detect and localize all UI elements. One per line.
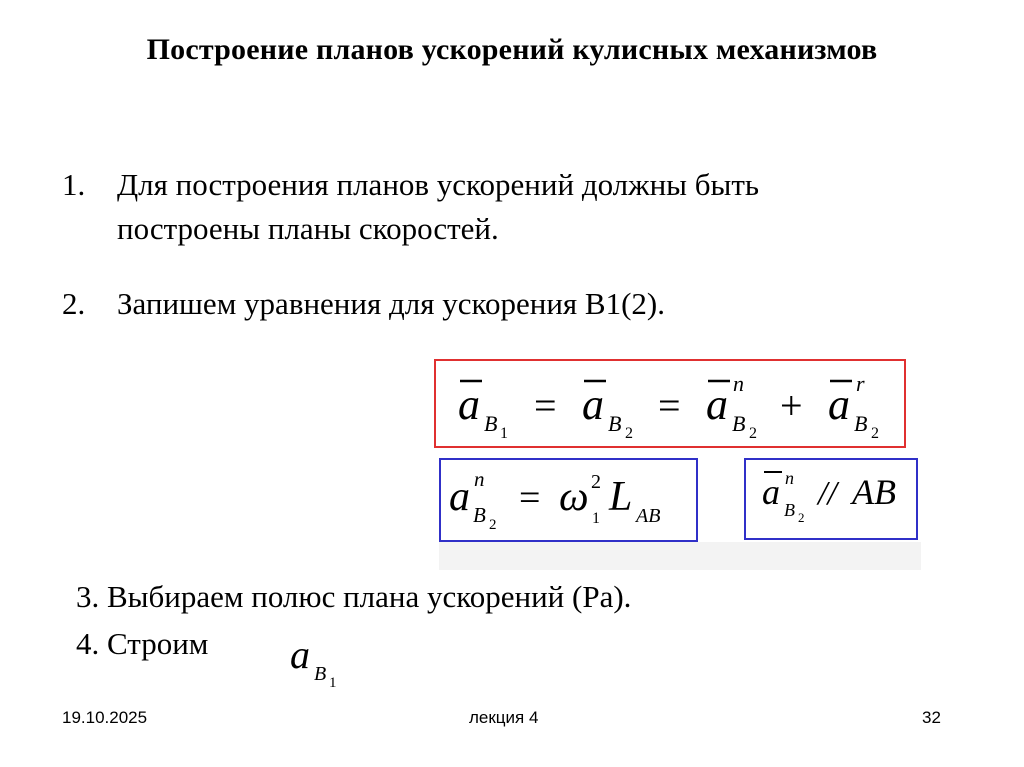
symbol-a: a — [449, 474, 470, 520]
superscript-n: n — [474, 467, 485, 491]
superscript-r: r — [856, 371, 865, 396]
normal-acceleration-formula — [441, 460, 696, 540]
symbol-a: a — [828, 380, 850, 429]
list-item-1-line2: построены планы скоростей. — [117, 211, 499, 246]
subscript-2: 2 — [625, 425, 633, 442]
symbol-B: B — [314, 663, 327, 685]
list-item-2 — [62, 282, 962, 326]
symbol-B: B — [608, 411, 622, 436]
inline-formula-aB1 — [286, 626, 356, 692]
slide-title: Построение планов ускорений кулисных механизмов — [146, 33, 878, 66]
superscript-n: n — [785, 468, 794, 488]
acceleration-equation-box — [434, 359, 906, 448]
list-item-1-line1: Для построения планов ускорений должны быть — [117, 167, 760, 202]
symbol-a: a — [706, 380, 728, 429]
equals-sign: = — [658, 383, 681, 428]
subscript-2: 2 — [871, 425, 879, 442]
symbol-a: a — [290, 632, 310, 677]
formula-background — [439, 542, 921, 570]
footer-page-number: 32 — [922, 708, 941, 727]
symbol-L: L — [609, 474, 633, 520]
superscript-2: 2 — [591, 471, 601, 493]
symbol-B: B — [784, 500, 795, 520]
normal-direction-formula — [746, 460, 916, 538]
subscript-2: 2 — [749, 425, 757, 442]
equals-sign: = — [534, 383, 557, 428]
list-item-2-number: 2. — [62, 286, 86, 321]
normal-acceleration-box — [439, 458, 698, 542]
superscript-n: n — [733, 371, 744, 396]
symbol-B: B — [473, 503, 486, 527]
symbol-B: B — [484, 411, 498, 436]
acceleration-equation — [436, 361, 904, 446]
symbol-AB: AB — [852, 472, 896, 512]
parallel-symbol: // — [818, 475, 837, 512]
subscript-2: 2 — [798, 510, 805, 525]
symbol-a: a — [762, 472, 780, 512]
subscript-1: 1 — [500, 425, 508, 442]
subscript-1: 1 — [592, 510, 600, 527]
list-item-1 — [62, 163, 962, 253]
subscript-2: 2 — [489, 517, 497, 533]
symbol-omega: ω — [559, 474, 589, 520]
symbol-B: B — [854, 411, 868, 436]
symbol-a: a — [582, 380, 604, 429]
list-item-4: 4. Строим — [76, 626, 209, 661]
subscript-AB: AB — [636, 505, 661, 527]
subscript-1: 1 — [329, 675, 337, 691]
list-item-1-number: 1. — [62, 167, 86, 202]
equals-sign: = — [519, 477, 541, 519]
footer-date: 19.10.2025 — [62, 708, 148, 727]
symbol-a: a — [458, 380, 480, 429]
symbol-B: B — [732, 411, 746, 436]
normal-direction-box — [744, 458, 918, 540]
list-item-2-text: Запишем уравнения для ускорения В1(2). — [117, 286, 666, 321]
footer-lecture: лекция 4 — [469, 708, 539, 727]
plus-sign: + — [780, 383, 803, 428]
list-item-3: 3. Выбираем полюс плана ускорений (Ра). — [76, 579, 632, 614]
